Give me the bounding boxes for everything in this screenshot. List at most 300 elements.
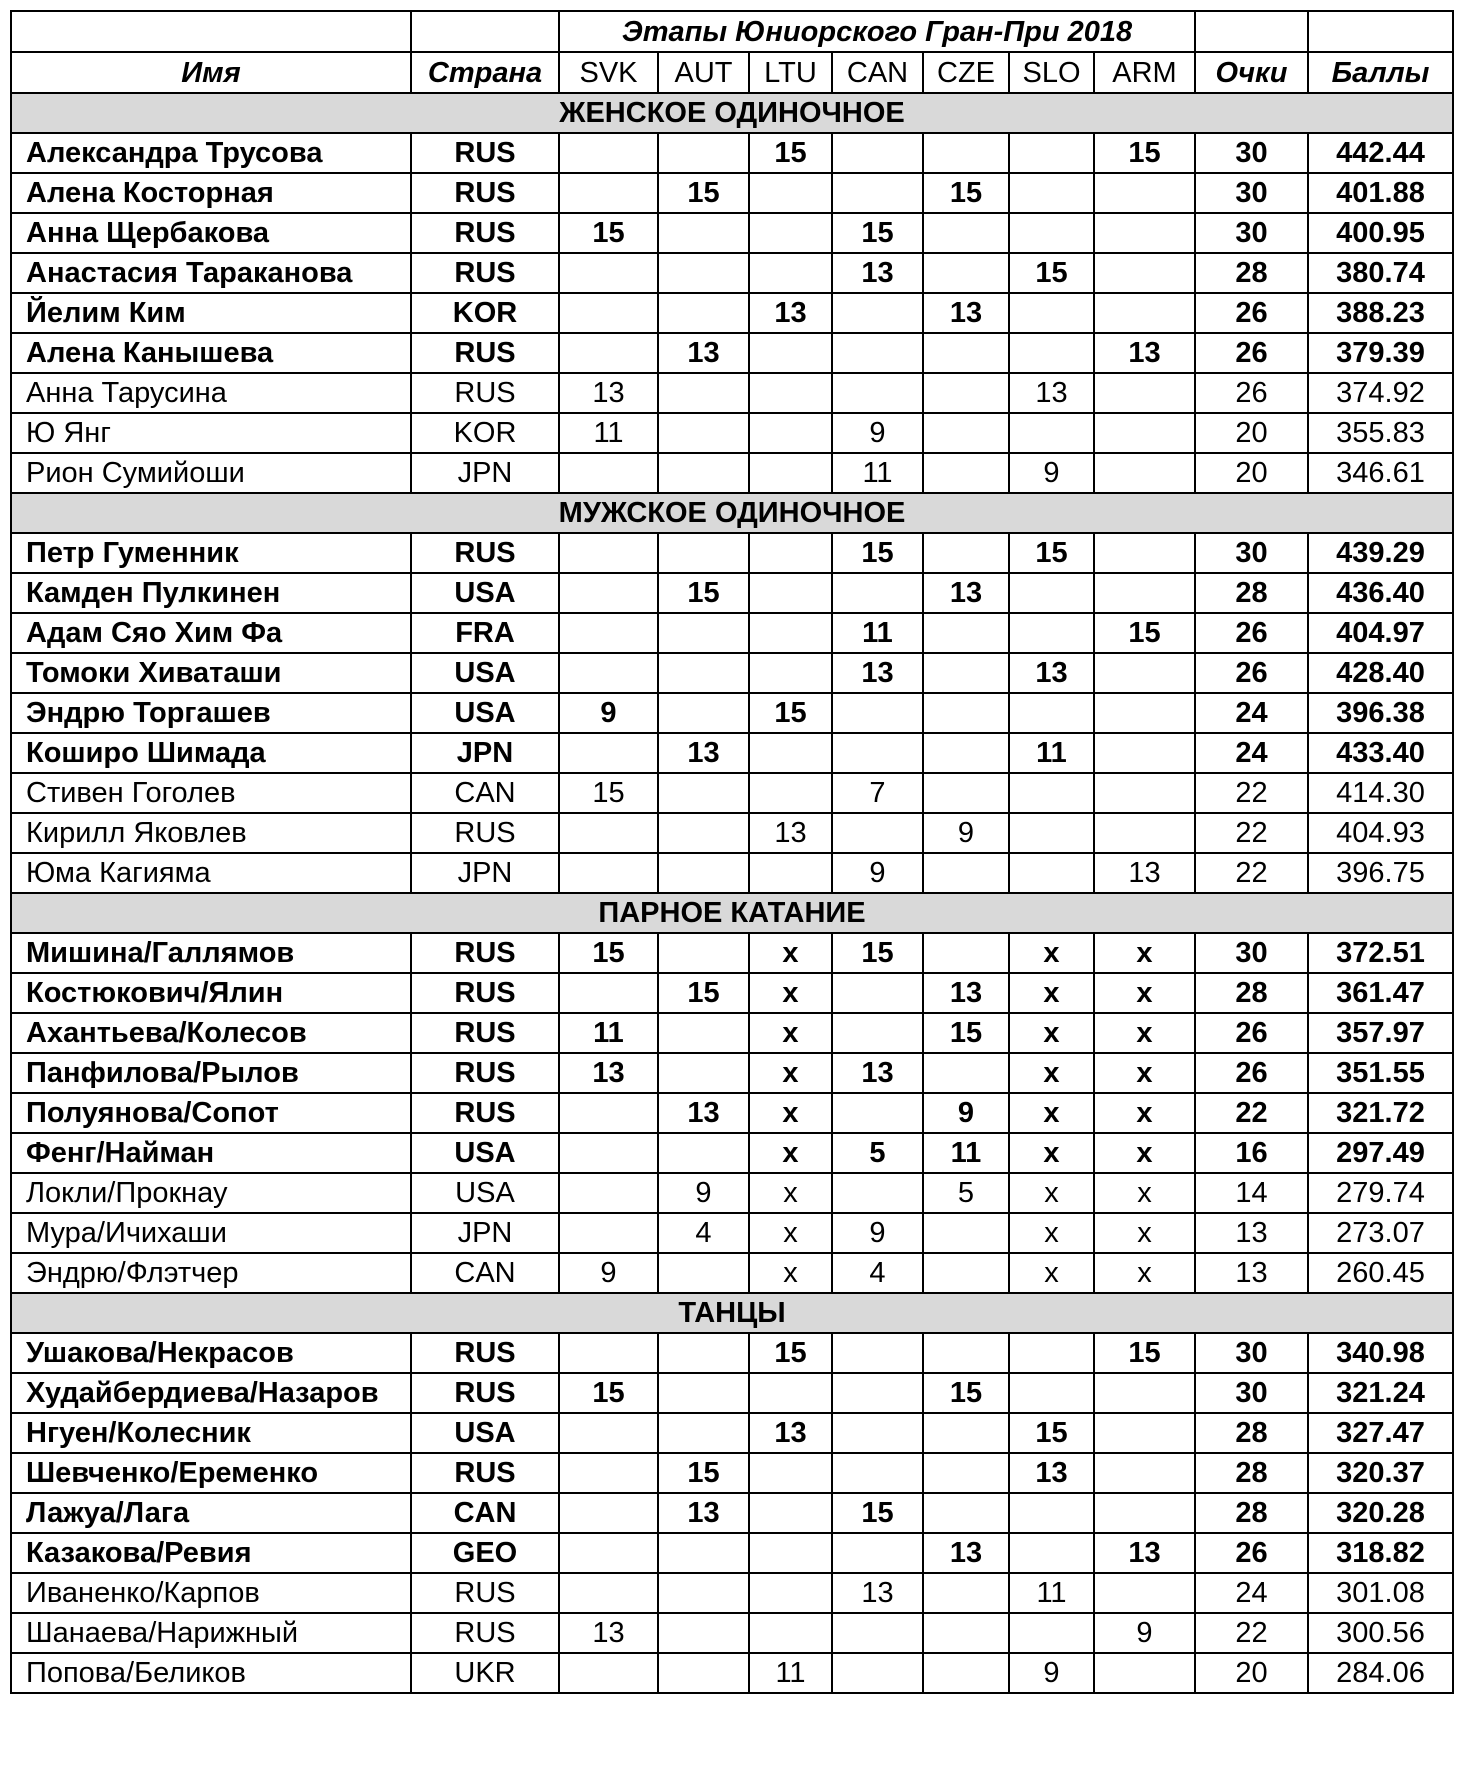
stage-points-cell-arm bbox=[1094, 1493, 1195, 1533]
country-cell: RUS bbox=[411, 253, 559, 293]
country-cell: KOR bbox=[411, 413, 559, 453]
header-points: Очки bbox=[1195, 52, 1308, 93]
stage-points-cell-arm: 15 bbox=[1094, 613, 1195, 653]
stage-points-cell-arm bbox=[1094, 733, 1195, 773]
stage-points-cell-cze bbox=[923, 1253, 1009, 1293]
stage-points-cell-aut: 15 bbox=[658, 573, 749, 613]
stage-points-cell-svk: 13 bbox=[559, 1053, 658, 1093]
stage-points-cell-svk bbox=[559, 733, 658, 773]
stage-points-cell-svk bbox=[559, 853, 658, 893]
stage-points-cell-aut bbox=[658, 933, 749, 973]
total-points-cell: 30 bbox=[1195, 1373, 1308, 1413]
table-row bbox=[11, 1333, 1453, 1373]
section-title: ТАНЦЫ bbox=[11, 1293, 1453, 1333]
stage-points-cell-aut: 15 bbox=[658, 1453, 749, 1493]
stage-points-cell-svk: 15 bbox=[559, 213, 658, 253]
total-points-cell: 26 bbox=[1195, 1533, 1308, 1573]
stage-points-cell-aut bbox=[658, 1413, 749, 1453]
table-row bbox=[11, 733, 1453, 773]
table-row bbox=[11, 853, 1453, 893]
score-cell: 414.30 bbox=[1308, 773, 1453, 813]
score-cell: 340.98 bbox=[1308, 1333, 1453, 1373]
stage-points-cell-ltu: 13 bbox=[749, 813, 832, 853]
stage-points-cell-cze: 13 bbox=[923, 293, 1009, 333]
country-cell: USA bbox=[411, 693, 559, 733]
total-points-cell: 30 bbox=[1195, 173, 1308, 213]
country-cell: CAN bbox=[411, 1253, 559, 1293]
stage-points-cell-aut bbox=[658, 613, 749, 653]
stage-points-cell-svk bbox=[559, 533, 658, 573]
stage-points-cell-svk: 11 bbox=[559, 413, 658, 453]
total-points-cell: 30 bbox=[1195, 533, 1308, 573]
country-cell: RUS bbox=[411, 1093, 559, 1133]
stage-points-cell-svk: 13 bbox=[559, 1613, 658, 1653]
table-row bbox=[11, 1213, 1453, 1253]
score-cell: 442.44 bbox=[1308, 133, 1453, 173]
stage-points-cell-slo: x bbox=[1009, 1053, 1094, 1093]
total-points-cell: 22 bbox=[1195, 813, 1308, 853]
stage-points-cell-aut: 9 bbox=[658, 1173, 749, 1213]
table-row bbox=[11, 213, 1453, 253]
stage-points-cell-can bbox=[832, 333, 923, 373]
score-cell: 321.24 bbox=[1308, 1373, 1453, 1413]
table-row bbox=[11, 773, 1453, 813]
stage-points-cell-ltu bbox=[749, 1533, 832, 1573]
stage-points-cell-aut: 13 bbox=[658, 1093, 749, 1133]
stage-points-cell-svk bbox=[559, 173, 658, 213]
athlete-name-cell: Лажуа/Лага bbox=[11, 1493, 411, 1533]
stage-points-cell-aut bbox=[658, 1133, 749, 1173]
athlete-name-cell: Стивен Гоголев bbox=[11, 773, 411, 813]
table-row bbox=[11, 1453, 1453, 1493]
athlete-name-cell: Ушакова/Некрасов bbox=[11, 1333, 411, 1373]
athlete-name-cell: Фенг/Найман bbox=[11, 1133, 411, 1173]
score-cell: 297.49 bbox=[1308, 1133, 1453, 1173]
stage-points-cell-arm bbox=[1094, 1573, 1195, 1613]
stage-points-cell-arm: 9 bbox=[1094, 1613, 1195, 1653]
header-stage-ltu: LTU bbox=[749, 52, 832, 93]
header-stage-can: CAN bbox=[832, 52, 923, 93]
stage-points-cell-svk bbox=[559, 1493, 658, 1533]
stage-points-cell-svk: 15 bbox=[559, 773, 658, 813]
total-points-cell: 26 bbox=[1195, 293, 1308, 333]
country-cell: UKR bbox=[411, 1653, 559, 1693]
score-cell: 396.38 bbox=[1308, 693, 1453, 733]
athlete-name-cell: Кирилл Яковлев bbox=[11, 813, 411, 853]
table-row bbox=[11, 1053, 1453, 1093]
stage-points-cell-can bbox=[832, 1013, 923, 1053]
athlete-name-cell: Петр Гуменник bbox=[11, 533, 411, 573]
table-row bbox=[11, 613, 1453, 653]
stage-points-cell-cze bbox=[923, 613, 1009, 653]
score-cell: 404.93 bbox=[1308, 813, 1453, 853]
stage-points-cell-cze: 9 bbox=[923, 813, 1009, 853]
table-row bbox=[11, 453, 1453, 493]
stage-points-cell-aut: 15 bbox=[658, 173, 749, 213]
athlete-name-cell: Худайбердиева/Назаров bbox=[11, 1373, 411, 1413]
stage-points-cell-cze bbox=[923, 1493, 1009, 1533]
stage-points-cell-svk bbox=[559, 1213, 658, 1253]
stage-points-cell-svk bbox=[559, 573, 658, 613]
stage-points-cell-cze: 13 bbox=[923, 1533, 1009, 1573]
total-points-cell: 26 bbox=[1195, 1013, 1308, 1053]
section-title: ПАРНОЕ КАТАНИЕ bbox=[11, 893, 1453, 933]
stage-points-cell-svk bbox=[559, 613, 658, 653]
athlete-name-cell: Казакова/Ревия bbox=[11, 1533, 411, 1573]
stage-points-cell-ltu bbox=[749, 1573, 832, 1613]
stage-points-cell-ltu bbox=[749, 1493, 832, 1533]
stage-points-cell-can bbox=[832, 133, 923, 173]
country-cell: RUS bbox=[411, 533, 559, 573]
total-points-cell: 28 bbox=[1195, 253, 1308, 293]
athlete-name-cell: Томоки Хиваташи bbox=[11, 653, 411, 693]
total-points-cell: 22 bbox=[1195, 1613, 1308, 1653]
stage-points-cell-arm: 15 bbox=[1094, 133, 1195, 173]
score-cell: 372.51 bbox=[1308, 933, 1453, 973]
stage-points-cell-can: 15 bbox=[832, 533, 923, 573]
stage-points-cell-aut bbox=[658, 773, 749, 813]
stage-points-cell-can: 15 bbox=[832, 933, 923, 973]
stage-points-cell-aut bbox=[658, 373, 749, 413]
empty-header-cell bbox=[411, 11, 559, 52]
header-stage-svk: SVK bbox=[559, 52, 658, 93]
stage-points-cell-cze bbox=[923, 933, 1009, 973]
stage-points-cell-ltu: x bbox=[749, 1213, 832, 1253]
stage-points-cell-slo: 13 bbox=[1009, 373, 1094, 413]
stage-points-cell-ltu bbox=[749, 773, 832, 813]
country-cell: RUS bbox=[411, 373, 559, 413]
stage-points-cell-svk bbox=[559, 1133, 658, 1173]
stage-points-cell-can: 13 bbox=[832, 253, 923, 293]
score-cell: 433.40 bbox=[1308, 733, 1453, 773]
stage-points-cell-arm bbox=[1094, 173, 1195, 213]
score-cell: 355.83 bbox=[1308, 413, 1453, 453]
total-points-cell: 26 bbox=[1195, 1053, 1308, 1093]
stage-points-cell-cze bbox=[923, 453, 1009, 493]
stage-points-cell-aut bbox=[658, 1333, 749, 1373]
stage-points-cell-arm bbox=[1094, 533, 1195, 573]
table-row bbox=[11, 1173, 1453, 1213]
stage-points-cell-cze: 13 bbox=[923, 573, 1009, 613]
table-row bbox=[11, 813, 1453, 853]
country-cell: RUS bbox=[411, 1573, 559, 1613]
stage-points-cell-arm bbox=[1094, 413, 1195, 453]
stage-points-cell-aut: 4 bbox=[658, 1213, 749, 1253]
score-cell: 346.61 bbox=[1308, 453, 1453, 493]
score-cell: 320.37 bbox=[1308, 1453, 1453, 1493]
total-points-cell: 22 bbox=[1195, 1093, 1308, 1133]
country-cell: RUS bbox=[411, 1013, 559, 1053]
stage-points-cell-svk bbox=[559, 253, 658, 293]
stage-points-cell-can bbox=[832, 973, 923, 1013]
stage-points-cell-arm: x bbox=[1094, 1253, 1195, 1293]
stage-points-cell-svk bbox=[559, 813, 658, 853]
stage-points-cell-aut bbox=[658, 1533, 749, 1573]
total-points-cell: 22 bbox=[1195, 773, 1308, 813]
stage-points-cell-can: 15 bbox=[832, 213, 923, 253]
stage-points-cell-ltu bbox=[749, 573, 832, 613]
total-points-cell: 28 bbox=[1195, 573, 1308, 613]
stage-points-cell-ltu bbox=[749, 413, 832, 453]
header-score: Баллы bbox=[1308, 52, 1453, 93]
athlete-name-cell: Коширо Шимада bbox=[11, 733, 411, 773]
stage-points-cell-arm: 13 bbox=[1094, 333, 1195, 373]
stage-points-cell-arm bbox=[1094, 1653, 1195, 1693]
stage-points-cell-ltu bbox=[749, 253, 832, 293]
score-cell: 436.40 bbox=[1308, 573, 1453, 613]
stage-points-cell-arm: x bbox=[1094, 1013, 1195, 1053]
country-cell: JPN bbox=[411, 853, 559, 893]
total-points-cell: 28 bbox=[1195, 973, 1308, 1013]
total-points-cell: 26 bbox=[1195, 613, 1308, 653]
section-header-row bbox=[11, 1293, 1453, 1333]
stage-points-cell-aut bbox=[658, 413, 749, 453]
stage-points-cell-svk: 9 bbox=[559, 1253, 658, 1293]
stage-points-cell-aut bbox=[658, 533, 749, 573]
stage-points-cell-arm bbox=[1094, 1413, 1195, 1453]
table-row bbox=[11, 1493, 1453, 1533]
athlete-name-cell: Анна Тарусина bbox=[11, 373, 411, 413]
score-cell: 327.47 bbox=[1308, 1413, 1453, 1453]
stage-points-cell-ltu bbox=[749, 173, 832, 213]
stage-points-cell-aut bbox=[658, 453, 749, 493]
stage-points-cell-ltu bbox=[749, 333, 832, 373]
empty-header-cell bbox=[1308, 11, 1453, 52]
athlete-name-cell: Мура/Ичихаши bbox=[11, 1213, 411, 1253]
athlete-name-cell: Ахантьева/Колесов bbox=[11, 1013, 411, 1053]
total-points-cell: 28 bbox=[1195, 1413, 1308, 1453]
score-cell: 260.45 bbox=[1308, 1253, 1453, 1293]
stage-points-cell-ltu: 15 bbox=[749, 1333, 832, 1373]
table-row bbox=[11, 333, 1453, 373]
header-stage-arm: ARM bbox=[1094, 52, 1195, 93]
stage-points-cell-svk bbox=[559, 1333, 658, 1373]
stage-points-cell-svk bbox=[559, 1093, 658, 1133]
stage-points-cell-slo bbox=[1009, 1613, 1094, 1653]
stage-points-cell-slo: 15 bbox=[1009, 1413, 1094, 1453]
stage-points-cell-can: 13 bbox=[832, 653, 923, 693]
stage-points-cell-ltu: x bbox=[749, 1173, 832, 1213]
stage-points-cell-can bbox=[832, 293, 923, 333]
stage-points-cell-aut: 13 bbox=[658, 1493, 749, 1533]
stage-points-cell-cze bbox=[923, 1053, 1009, 1093]
stage-points-cell-cze: 5 bbox=[923, 1173, 1009, 1213]
stage-points-cell-ltu bbox=[749, 1613, 832, 1653]
athlete-name-cell: Нгуен/Колесник bbox=[11, 1413, 411, 1453]
country-cell: RUS bbox=[411, 1453, 559, 1493]
stage-points-cell-can bbox=[832, 373, 923, 413]
stage-points-cell-arm bbox=[1094, 253, 1195, 293]
athlete-name-cell: Костюкович/Ялин bbox=[11, 973, 411, 1013]
stage-points-cell-slo: 11 bbox=[1009, 1573, 1094, 1613]
stage-points-cell-can bbox=[832, 1653, 923, 1693]
total-points-cell: 26 bbox=[1195, 653, 1308, 693]
total-points-cell: 20 bbox=[1195, 413, 1308, 453]
total-points-cell: 24 bbox=[1195, 693, 1308, 733]
section-title: ЖЕНСКОЕ ОДИНОЧНОЕ bbox=[11, 93, 1453, 133]
stage-points-cell-can bbox=[832, 1173, 923, 1213]
stage-points-cell-ltu bbox=[749, 1453, 832, 1493]
country-cell: USA bbox=[411, 653, 559, 693]
score-cell: 301.08 bbox=[1308, 1573, 1453, 1613]
total-points-cell: 28 bbox=[1195, 1453, 1308, 1493]
stage-points-cell-cze bbox=[923, 693, 1009, 733]
total-points-cell: 28 bbox=[1195, 1493, 1308, 1533]
stage-points-cell-slo bbox=[1009, 413, 1094, 453]
stage-points-cell-can bbox=[832, 1333, 923, 1373]
stage-points-cell-can bbox=[832, 573, 923, 613]
stage-points-cell-arm: x bbox=[1094, 1173, 1195, 1213]
table-row bbox=[11, 1093, 1453, 1133]
stage-points-cell-ltu: 15 bbox=[749, 693, 832, 733]
stage-points-cell-slo: 13 bbox=[1009, 653, 1094, 693]
country-cell: GEO bbox=[411, 1533, 559, 1573]
stage-points-cell-ltu bbox=[749, 853, 832, 893]
header-country: Страна bbox=[411, 52, 559, 93]
header-name: Имя bbox=[11, 52, 411, 93]
country-cell: RUS bbox=[411, 933, 559, 973]
score-cell: 379.39 bbox=[1308, 333, 1453, 373]
stage-points-cell-cze bbox=[923, 1333, 1009, 1373]
stage-points-cell-slo bbox=[1009, 573, 1094, 613]
stage-points-cell-aut bbox=[658, 1013, 749, 1053]
score-cell: 428.40 bbox=[1308, 653, 1453, 693]
header-stage-slo: SLO bbox=[1009, 52, 1094, 93]
stage-points-cell-can: 9 bbox=[832, 1213, 923, 1253]
score-cell: 321.72 bbox=[1308, 1093, 1453, 1133]
stage-points-cell-svk bbox=[559, 1453, 658, 1493]
stage-points-cell-can: 5 bbox=[832, 1133, 923, 1173]
stage-points-cell-slo bbox=[1009, 1333, 1094, 1373]
header-stage-cze: CZE bbox=[923, 52, 1009, 93]
stage-points-cell-aut bbox=[658, 1573, 749, 1613]
table-row bbox=[11, 1573, 1453, 1613]
stage-points-cell-cze bbox=[923, 773, 1009, 813]
header-stage-aut: AUT bbox=[658, 52, 749, 93]
table-row bbox=[11, 133, 1453, 173]
table-body bbox=[11, 11, 1453, 1693]
stage-points-cell-svk bbox=[559, 973, 658, 1013]
section-header-row bbox=[11, 493, 1453, 533]
score-cell: 401.88 bbox=[1308, 173, 1453, 213]
stage-points-cell-can: 15 bbox=[832, 1493, 923, 1533]
stage-points-cell-slo: 9 bbox=[1009, 1653, 1094, 1693]
table-row bbox=[11, 413, 1453, 453]
stage-points-cell-svk bbox=[559, 1653, 658, 1693]
stage-points-cell-cze bbox=[923, 373, 1009, 413]
athlete-name-cell: Локли/Прокнау bbox=[11, 1173, 411, 1213]
stage-points-cell-ltu: 15 bbox=[749, 133, 832, 173]
results-table bbox=[10, 10, 1454, 1694]
stage-points-cell-cze bbox=[923, 533, 1009, 573]
stage-points-cell-arm bbox=[1094, 293, 1195, 333]
stage-points-cell-can bbox=[832, 1533, 923, 1573]
stage-points-cell-cze bbox=[923, 1413, 1009, 1453]
title-row bbox=[11, 11, 1453, 52]
stage-points-cell-aut bbox=[658, 1053, 749, 1093]
stage-points-cell-ltu: x bbox=[749, 1093, 832, 1133]
stage-points-cell-can: 9 bbox=[832, 853, 923, 893]
stage-points-cell-svk bbox=[559, 293, 658, 333]
stage-points-cell-slo: 15 bbox=[1009, 533, 1094, 573]
section-header-row bbox=[11, 893, 1453, 933]
stage-points-cell-slo bbox=[1009, 813, 1094, 853]
stage-points-cell-arm bbox=[1094, 773, 1195, 813]
score-cell: 318.82 bbox=[1308, 1533, 1453, 1573]
stage-points-cell-can bbox=[832, 1093, 923, 1133]
score-cell: 273.07 bbox=[1308, 1213, 1453, 1253]
stage-points-cell-ltu bbox=[749, 653, 832, 693]
stage-points-cell-aut bbox=[658, 1373, 749, 1413]
stage-points-cell-aut: 15 bbox=[658, 973, 749, 1013]
stage-points-cell-slo: 11 bbox=[1009, 733, 1094, 773]
stage-points-cell-aut bbox=[658, 813, 749, 853]
score-cell: 439.29 bbox=[1308, 533, 1453, 573]
stage-points-cell-ltu: x bbox=[749, 1253, 832, 1293]
total-points-cell: 14 bbox=[1195, 1173, 1308, 1213]
country-cell: RUS bbox=[411, 1333, 559, 1373]
stage-points-cell-aut bbox=[658, 213, 749, 253]
stage-points-cell-cze bbox=[923, 333, 1009, 373]
stage-points-cell-can bbox=[832, 173, 923, 213]
stage-points-cell-svk: 9 bbox=[559, 693, 658, 733]
stage-points-cell-ltu: 13 bbox=[749, 293, 832, 333]
stage-points-cell-aut bbox=[658, 253, 749, 293]
stage-points-cell-arm bbox=[1094, 1453, 1195, 1493]
stage-points-cell-cze: 15 bbox=[923, 1013, 1009, 1053]
stage-points-cell-slo: x bbox=[1009, 1093, 1094, 1133]
stage-points-cell-ltu bbox=[749, 1373, 832, 1413]
stage-points-cell-cze bbox=[923, 853, 1009, 893]
total-points-cell: 22 bbox=[1195, 853, 1308, 893]
country-cell: USA bbox=[411, 1173, 559, 1213]
total-points-cell: 26 bbox=[1195, 373, 1308, 413]
stage-points-cell-slo: x bbox=[1009, 1133, 1094, 1173]
stage-points-cell-can bbox=[832, 693, 923, 733]
stage-points-cell-slo bbox=[1009, 853, 1094, 893]
country-cell: RUS bbox=[411, 813, 559, 853]
stage-points-cell-ltu: x bbox=[749, 1053, 832, 1093]
stage-points-cell-cze bbox=[923, 1573, 1009, 1613]
stage-points-cell-slo: 15 bbox=[1009, 253, 1094, 293]
stage-points-cell-cze bbox=[923, 733, 1009, 773]
country-cell: USA bbox=[411, 573, 559, 613]
country-cell: RUS bbox=[411, 333, 559, 373]
stage-points-cell-slo bbox=[1009, 173, 1094, 213]
stage-points-cell-can bbox=[832, 1453, 923, 1493]
country-cell: RUS bbox=[411, 1373, 559, 1413]
stage-points-cell-ltu bbox=[749, 373, 832, 413]
athlete-name-cell: Шанаева/Нарижный bbox=[11, 1613, 411, 1653]
total-points-cell: 24 bbox=[1195, 733, 1308, 773]
score-cell: 404.97 bbox=[1308, 613, 1453, 653]
stage-points-cell-cze: 15 bbox=[923, 173, 1009, 213]
stage-points-cell-cze bbox=[923, 653, 1009, 693]
stage-points-cell-ltu: 13 bbox=[749, 1413, 832, 1453]
stage-points-cell-slo: x bbox=[1009, 1173, 1094, 1213]
stage-points-cell-arm: x bbox=[1094, 1133, 1195, 1173]
athlete-name-cell: Камден Пулкинен bbox=[11, 573, 411, 613]
athlete-name-cell: Иваненко/Карпов bbox=[11, 1573, 411, 1613]
stage-points-cell-ltu bbox=[749, 453, 832, 493]
score-cell: 374.92 bbox=[1308, 373, 1453, 413]
stage-points-cell-cze bbox=[923, 1213, 1009, 1253]
country-cell: CAN bbox=[411, 1493, 559, 1533]
stage-points-cell-can: 11 bbox=[832, 613, 923, 653]
stage-points-cell-arm: x bbox=[1094, 973, 1195, 1013]
table-row bbox=[11, 173, 1453, 213]
column-header-row bbox=[11, 52, 1453, 93]
